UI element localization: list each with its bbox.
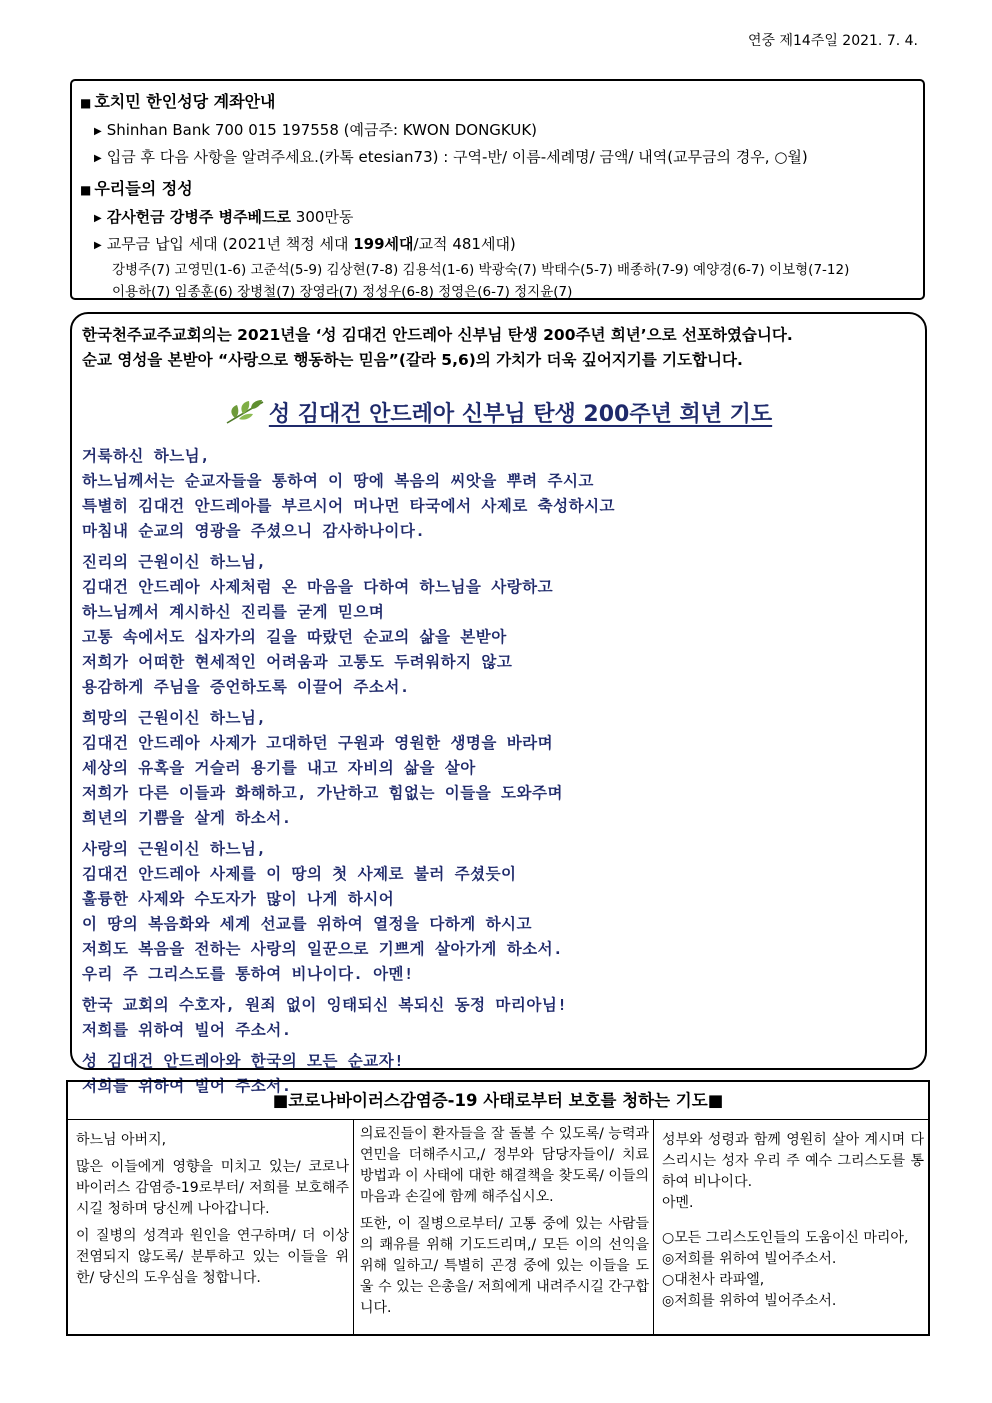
deposit-notice-line: ▶ 입금 후 다음 사항을 알려주세요.(카톡 etesian73) : 구역-반/ 이름-세례명/ 금액/ 내역(교무금의 경우, ○월): [94, 148, 808, 166]
prayer-line: 용감하게 주님을 증언하도록 이끌어 주소서.: [82, 678, 410, 696]
jubilee-intro-line-2: 순교 영성을 본받아 “사랑으로 행동하는 믿음”(갈라 5,6)의 가치가 더욱 깊어지기를 기도합니다.: [82, 351, 743, 369]
prayer-line: 이 땅의 복음화와 세계 선교를 위하여 열정을 다하게 하시고: [82, 915, 533, 933]
prayer-line: 하느님께서 계시하신 진리를 굳게 믿으며: [82, 603, 385, 621]
prayer-stanza: [82, 993, 915, 1043]
prayer-line: 진리의 근원이신 하느님,: [82, 553, 267, 571]
square-bullet-icon: ■: [80, 183, 92, 197]
corona-prayer-title: ■코로나바이러스감염증-19 사태로부터 보호를 청하는 기도■: [68, 1082, 928, 1120]
prayer-line: 저희가 어떠한 현세적인 어려움과 고통도 두려워하지 않고: [82, 653, 513, 671]
prayer-title: 성 김대건 안드레아 신부님 탄생 200주년 희년 기도: [82, 397, 915, 428]
prayer-line: 성 김대건 안드레아와 한국의 모든 순교자!: [82, 1052, 405, 1070]
corona-paragraph: 또한, 이 질병으로부터/ 고통 중에 있는 사람들의 쾌유를 위해 기도드리며,/ 모든 이의 선익을 위해 일하고/ 특별히 곤경 중에 있는 이들을 도울 수 있는 은총을/ 저희에게 내려주시길 간구합니다.: [360, 1216, 649, 1316]
square-bullet-icon: ■: [707, 1091, 724, 1110]
corona-prayer-box: [66, 1080, 930, 1336]
corona-paragraph: 의료진들이 환자들을 잘 돌볼 수 있도록/ 능력과 연민을 더해주시고,/ 정부와 담당자들이/ 치료 방법과 이 사태에 대한 해결책을 찾도록/ 이들의 마음과 손길에 함께 해주십시오.: [360, 1126, 649, 1205]
tithe-names-line-1: 강병주(7) 고영민(1-6) 고준석(5-9) 김상현(7-8) 김용석(1-6) 박광숙(7) 박태수(5-7) 배종하(7-9) 예양경(6-7) 이보형(7-12): [112, 262, 850, 278]
litany-line: ◎저희를 위하여 빌어주소서.: [662, 1251, 837, 1267]
prayer-line: 고통 속에서도 십자가의 길을 따랐던 순교의 삶을 본받아: [82, 628, 507, 646]
leaf-icon: [225, 399, 265, 425]
prayer-line: 저희가 다른 이들과 화해하고, 가난하고 힘없는 이들을 도와주며: [82, 784, 563, 802]
account-section-title: ■ 호치민 한인성당 계좌안내: [80, 92, 276, 111]
prayer-line: 특별히 김대건 안드레아를 부르시어 머나먼 타국에서 사제로 축성하시고: [82, 497, 616, 515]
prayer-stanza: [82, 550, 915, 700]
prayer-stanza: [82, 444, 915, 544]
prayer-line: 훌륭한 사제와 수도자가 많이 나게 하시어: [82, 890, 395, 908]
tithe-names-line-2: 이용하(7) 임종훈(6) 장병철(7) 장영라(7) 정성우(6-8) 정영은(6-7) 정지윤(7): [112, 284, 573, 300]
prayer-line: 사랑의 근원이신 하느님,: [82, 840, 267, 858]
triangle-bullet-icon: ▶: [94, 213, 102, 224]
prayer-line: 저희를 위하여 빌어 주소서.: [82, 1077, 292, 1095]
info-box: [70, 79, 925, 300]
square-bullet-icon: ■: [272, 1091, 289, 1110]
tithe-households-line: ▶ 교무금 납입 세대 (2021년 책정 세대 199세대/교적 481세대): [94, 235, 516, 253]
corona-column-2: [354, 1120, 654, 1335]
corona-prayer-columns: [68, 1120, 928, 1335]
litany-line: ◎저희를 위하여 빌어주소서.: [662, 1293, 837, 1309]
jubilee-prayer-box: [70, 312, 927, 1095]
prayer-line: 하느님께서는 순교자들을 통하여 이 땅에 복음의 씨앗을 뿌려 주시고: [82, 472, 594, 490]
corona-paragraph: 이 질병의 성격과 원인을 연구하며/ 더 이상 전염되지 않도록/ 분투하고 있는 이들을 위한/ 당신의 도우심을 청합니다.: [76, 1228, 349, 1286]
prayer-line: 우리 주 그리스도를 통하여 비나이다. 아멘!: [82, 965, 414, 983]
litany-line: ○대천사 라파엘,: [662, 1272, 765, 1288]
prayer-line: 저희를 위하여 빌어 주소서.: [82, 1021, 292, 1039]
triangle-bullet-icon: ▶: [94, 153, 102, 164]
bank-account-line: ▶ Shinhan Bank 700 015 197558 (예금주: KWON DONGKUK): [94, 121, 538, 139]
prayer-line: 세상의 유혹을 거슬러 용기를 내고 자비의 삶을 살아: [82, 759, 476, 777]
corona-paragraph: 많은 이들에게 영향을 미치고 있는/ 코로나 바이러스 감염증-19로부터/ 저희를 보호해주시길 청하며 당신께 나아갑니다.: [76, 1159, 349, 1217]
prayer-line: 희년의 기쁨을 살게 하소서.: [82, 809, 292, 827]
jubilee-intro-line-1: 한국천주교주교회의는 2021년을 ‘성 김대건 안드레아 신부님 탄생 200주년 희년’으로 선포하였습니다.: [82, 326, 793, 344]
thanks-offering-line: ▶ 감사헌금 강병주 병주베드로 300만동: [94, 208, 354, 226]
litany-line: ○모든 그리스도인들의 도움이신 마리아,: [662, 1230, 909, 1246]
prayer-line: 한국 교회의 수호자, 원죄 없이 잉태되신 복되신 동정 마리아님!: [82, 996, 568, 1014]
prayer-line: 김대건 안드레아 사제를 이 땅의 첫 사제로 불러 주셨듯이: [82, 865, 517, 883]
prayer-line: 김대건 안드레아 사제처럼 온 마음을 다하여 하느님을 사랑하고: [82, 578, 554, 596]
corona-paragraph: 성부와 성령과 함께 영원히 살아 계시며 다스리시는 성자 우리 주 예수 그리스도를 통하여 비나이다.: [662, 1132, 924, 1190]
prayer-line: 마침내 순교의 영광을 주셨으니 감사하나이다.: [82, 522, 426, 540]
prayer-line: 희망의 근원이신 하느님,: [82, 709, 267, 727]
corona-paragraph: 하느님 아버지,: [76, 1132, 167, 1148]
offerings-section-title: ■ 우리들의 정성: [80, 179, 193, 198]
prayer-stanza: [82, 837, 915, 987]
bulletin-date: 연중 제14주일 2021. 7. 4.: [747, 33, 918, 49]
prayer-line: 저희도 복음을 전하는 사랑의 일꾼으로 기쁘게 살아가게 하소서.: [82, 940, 563, 958]
prayer-line: 김대건 안드레아 사제가 고대하던 구원과 영원한 생명을 바라며: [82, 734, 554, 752]
corona-column-1: [68, 1120, 354, 1335]
triangle-bullet-icon: ▶: [94, 126, 102, 137]
prayer-line: 거룩하신 하느님,: [82, 447, 210, 465]
corona-column-3: [654, 1120, 928, 1335]
prayer-stanza: [82, 706, 915, 831]
square-bullet-icon: ■: [80, 96, 92, 110]
corona-amen: 아멘.: [662, 1195, 694, 1211]
triangle-bullet-icon: ▶: [94, 240, 102, 251]
